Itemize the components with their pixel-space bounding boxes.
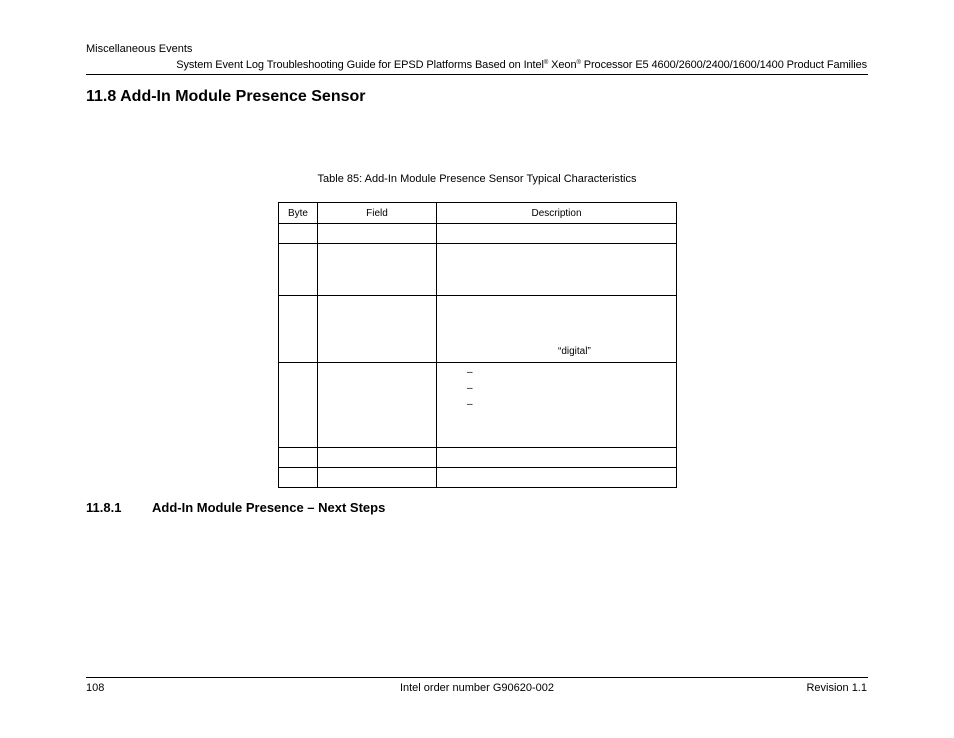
table-row	[279, 244, 677, 296]
table-cell	[318, 224, 437, 244]
registered-mark: ®	[576, 60, 581, 66]
table-cell	[279, 448, 318, 468]
doc-title-part-1: System Event Log Troubleshooting Guide for EPSD Platforms Based on Intel	[176, 59, 544, 71]
running-header-section: Miscellaneous Events	[86, 43, 193, 55]
footer-rule	[86, 677, 868, 678]
table-cell	[437, 224, 677, 244]
table-cell	[318, 296, 437, 363]
column-header-field: Field	[318, 203, 437, 224]
table-cell	[437, 448, 677, 468]
subsection-heading: Add-In Module Presence – Next Steps	[152, 500, 386, 515]
dash-bullet: –	[467, 383, 473, 394]
table-caption: Table 85: Add-In Module Presence Sensor Typical Characteristics	[317, 173, 637, 185]
dash-bullet: –	[467, 367, 473, 378]
running-header-doc-title	[176, 59, 867, 71]
column-header-byte: Byte	[279, 203, 318, 224]
table-cell	[318, 448, 437, 468]
table-row	[279, 448, 677, 468]
table-cell	[437, 244, 677, 296]
page-number: 108	[86, 682, 105, 694]
column-header-description: Description	[437, 203, 677, 224]
digital-text: “digital”	[558, 346, 591, 357]
table-cell	[437, 468, 677, 488]
table-row	[279, 224, 677, 244]
table-cell	[437, 363, 677, 448]
table-cell	[318, 363, 437, 448]
table-cell	[279, 244, 318, 296]
section-heading: 11.8 Add-In Module Presence Sensor	[86, 88, 366, 105]
registered-mark: ®	[543, 60, 549, 66]
table-cell	[437, 296, 677, 363]
table-cell	[279, 224, 318, 244]
table-row	[279, 468, 677, 488]
doc-title-part-2: Xeon	[548, 59, 577, 71]
table-row	[279, 296, 677, 363]
table-header-row	[279, 203, 677, 224]
revision: Revision 1.1	[806, 682, 867, 694]
characteristics-table	[278, 202, 677, 488]
table-cell	[279, 363, 318, 448]
order-number: Intel order number G90620-002	[399, 682, 555, 694]
table-cell	[279, 468, 318, 488]
table-cell	[318, 244, 437, 296]
subsection-number: 11.8.1	[86, 500, 122, 515]
table-cell	[318, 468, 437, 488]
table-row	[279, 363, 677, 448]
table-cell	[279, 296, 318, 363]
dash-bullet: –	[467, 399, 473, 410]
doc-title-part-3: Processor E5 4600/2600/2400/1600/1400 Product Families	[580, 59, 867, 71]
header-rule	[86, 74, 868, 75]
